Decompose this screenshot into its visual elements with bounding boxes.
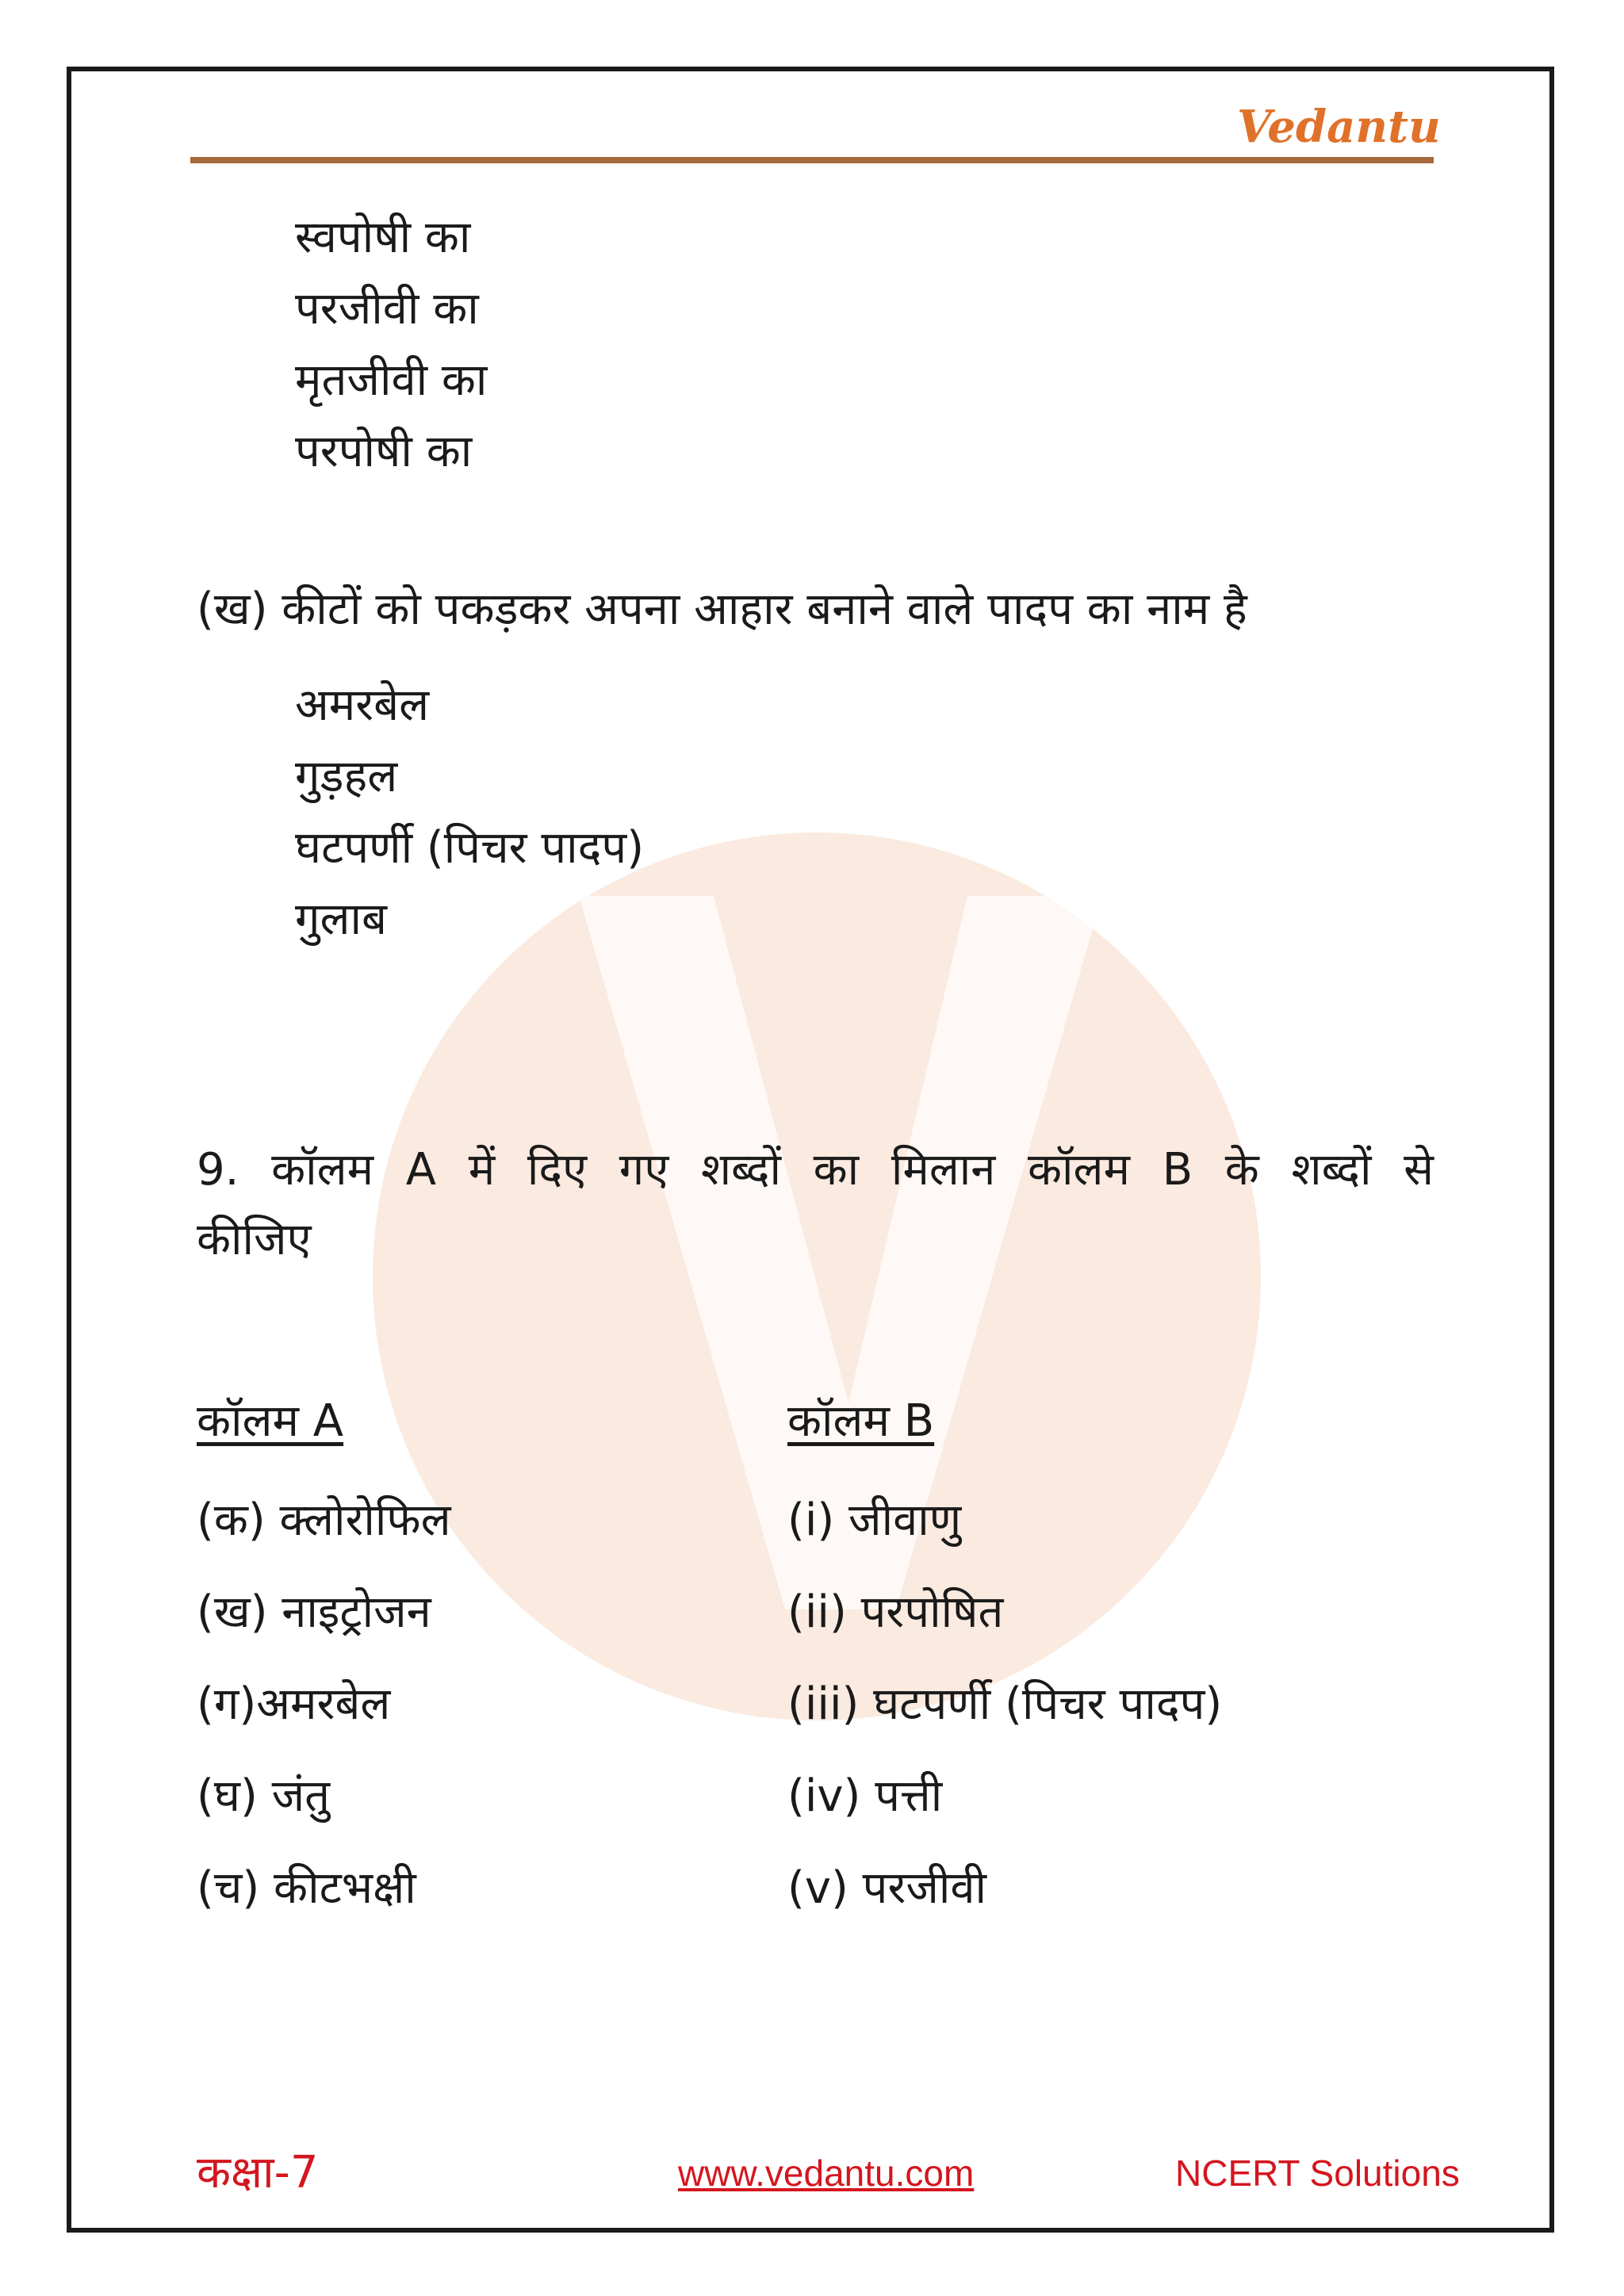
column-b-item: (iv) पत्ती — [787, 1770, 943, 1822]
column-a-item: (घ) जंतु — [197, 1770, 331, 1822]
option-text: मृतजीवी का — [295, 354, 488, 406]
column-b-header: कॉलम B — [787, 1395, 935, 1447]
option-text: घटपर्णी (पिचर पादप) — [295, 822, 645, 874]
option-text: परपोषी का — [295, 426, 473, 477]
vedantu-logo: Vedantu — [1237, 101, 1441, 153]
option-text: परजीवी का — [295, 283, 479, 335]
column-a-items — [197, 1475, 451, 1934]
question-9-line-2: कीजिए — [197, 1214, 312, 1265]
question-9-line-1: 9. कॉलम A में दिए गए शब्दों का मिलान कॉलम B के शब्दों से — [197, 1144, 1434, 1196]
option-text: स्वपोषी का — [295, 212, 471, 263]
question-kh: (ख) कीटों को पकड़कर अपना आहार बनाने वाले पादप का नाम है — [197, 584, 1247, 635]
column-a-item: (क) क्लोरोफिल — [197, 1494, 451, 1546]
column-a-item: (च) कीटभक्षी — [197, 1862, 416, 1914]
footer-class-label: कक्षा-7 — [197, 2147, 319, 2198]
column-b-item: (i) जीवाणु — [787, 1494, 962, 1546]
column-b-item: (iii) घटपर्णी (पिचर पादप) — [787, 1678, 1223, 1730]
footer-series-label: NCERT Solutions — [1175, 2152, 1460, 2194]
question-9 — [197, 1135, 1434, 1275]
header-rule — [190, 157, 1434, 163]
column-a-item: (ग)अमरबेल — [197, 1678, 391, 1730]
option-text: गुड़हल — [295, 751, 398, 802]
option-text: अमरबेल — [295, 679, 430, 731]
column-a-header: कॉलम A — [197, 1395, 344, 1447]
column-a-item: (ख) नाइट्रोजन — [197, 1586, 431, 1638]
column-b-items — [787, 1475, 1222, 1934]
option-text: गुलाब — [295, 894, 387, 945]
column-b-item: (v) परजीवी — [787, 1862, 987, 1914]
column-b-item: (ii) परपोषित — [787, 1586, 1004, 1638]
footer-website-link[interactable]: www.vedantu.com — [678, 2152, 975, 2194]
